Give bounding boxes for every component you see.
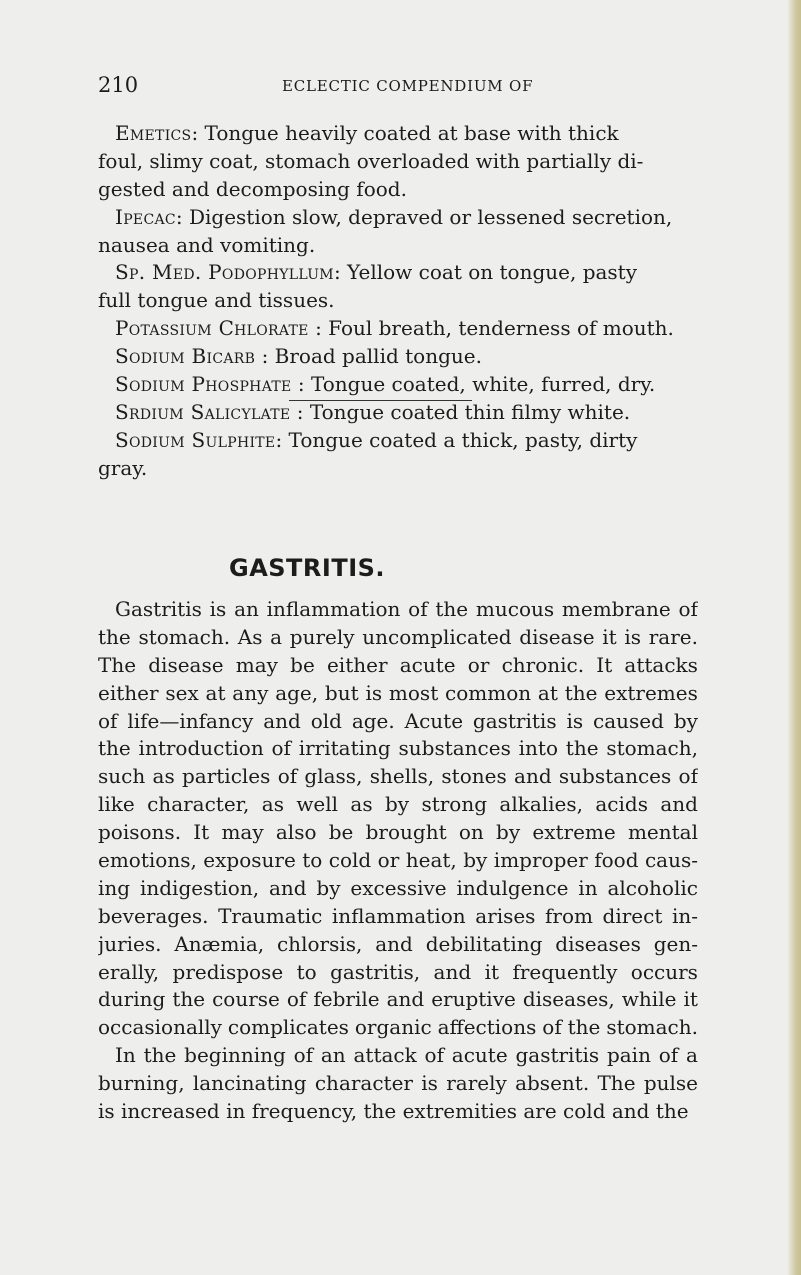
paragraph-line: emotions, exposure to cold or heat, by improper food caus- [98,848,698,873]
paragraph-line: is increased in frequency, the extremities are cold and the [98,1099,689,1124]
page-number: 210 [98,73,139,97]
paragraph-line: the introduction of irritating substances into the stomach, [98,736,698,761]
paragraph-line: the stomach. As a purely uncomplicated disease it is rare. [98,624,698,649]
paragraph-line: In the beginning of an attack of acute gastritis pain of a [115,1043,698,1068]
paragraph-line: beverages. Traumatic inflammation arises from direct in- [98,903,698,928]
paragraph-line: juries. Anæmia, chlorsis, and debilitating diseases gen- [98,931,698,956]
remedy-line [98,343,698,371]
remedy-term: Sp. Med. Podophyllum [115,260,334,285]
remedy-term: Sodium Sulphite [115,427,276,452]
paragraph-line: The disease may be either acute or chronic. It attacks [98,652,698,677]
remedy-description: : Tongue coated, white, furred, dry. [291,372,656,397]
remedy-line: gray. [98,455,148,480]
paragraph-line: burning, lancinating character is rarely absent. The pulse [98,1071,698,1096]
remedy-line [98,120,698,148]
remedy-list [98,120,698,483]
remedy-description: : Foul breath, tenderness of mouth. [308,316,674,341]
remedy-description: : Broad pallid tongue. [255,344,482,369]
remedy-description: : Tongue heavily coated at base with thick [191,121,619,145]
remedy-term: Srdium Salicylate [115,399,291,424]
remedy-description: : Yellow coat on tongue, pasty [333,260,638,285]
section-body [98,596,698,1126]
remedy-line [98,259,698,287]
paragraph-line: either sex at any age, but is most common at the extremes [98,680,698,705]
remedy-description: : Digestion slow, depraved or lessened secretion, [175,204,673,229]
paragraph-line: erally, predispose to gastritis, and it frequently occurs [98,959,698,984]
remedy-line: full tongue and tissues. [98,288,335,313]
remedy-description: : Tongue coated a thick, pasty, dirty [275,427,638,452]
section-heading [229,553,385,583]
paragraph-line: poisons. It may also be brought on by extreme mental [98,820,698,845]
remedy-term: Ipecac [115,204,176,229]
paragraph-line: of life—infancy and old age. Acute gastritis is caused by [98,708,698,733]
remedy-term: Potassium Chlorate [115,316,309,341]
section-divider [289,400,472,401]
section-title: GASTRITIS. [229,554,386,582]
running-head: ECLECTIC COMPENDIUM OF [282,77,534,95]
page-edge-shadow [787,0,801,1275]
remedy-line [98,427,698,455]
remedy-line [98,399,698,427]
paragraph-line: occasionally complicates organic affections of the stomach. [98,1015,698,1040]
remedy-line [98,315,698,343]
paragraph-line: ing indigestion, and by excessive indulgence in alcoholic [98,875,698,900]
paragraph-line: such as particles of glass, shells, stones and substances of [98,764,698,789]
paragraph-line: like character, as well as by strong alkalies, acids and [98,792,698,817]
remedy-term: Sodium Bicarb [115,344,256,369]
remedy-line: foul, slimy coat, stomach overloaded with partially di- [98,148,644,173]
remedy-line [98,204,698,232]
remedy-line: gested and decomposing food. [98,176,407,201]
paragraph-line: Gastritis is an inflammation of the mucous membrane of [115,597,698,621]
remedy-line: nausea and vomiting. [98,232,316,257]
remedy-term: Sodium Phosphate [115,372,292,397]
remedy-term: Emetics [115,121,192,145]
remedy-description: : Tongue coated thin filmy white. [290,399,631,424]
paragraph-line: during the course of febrile and eruptive diseases, while it [98,987,698,1012]
remedy-line [98,371,698,399]
page-header [98,70,698,100]
